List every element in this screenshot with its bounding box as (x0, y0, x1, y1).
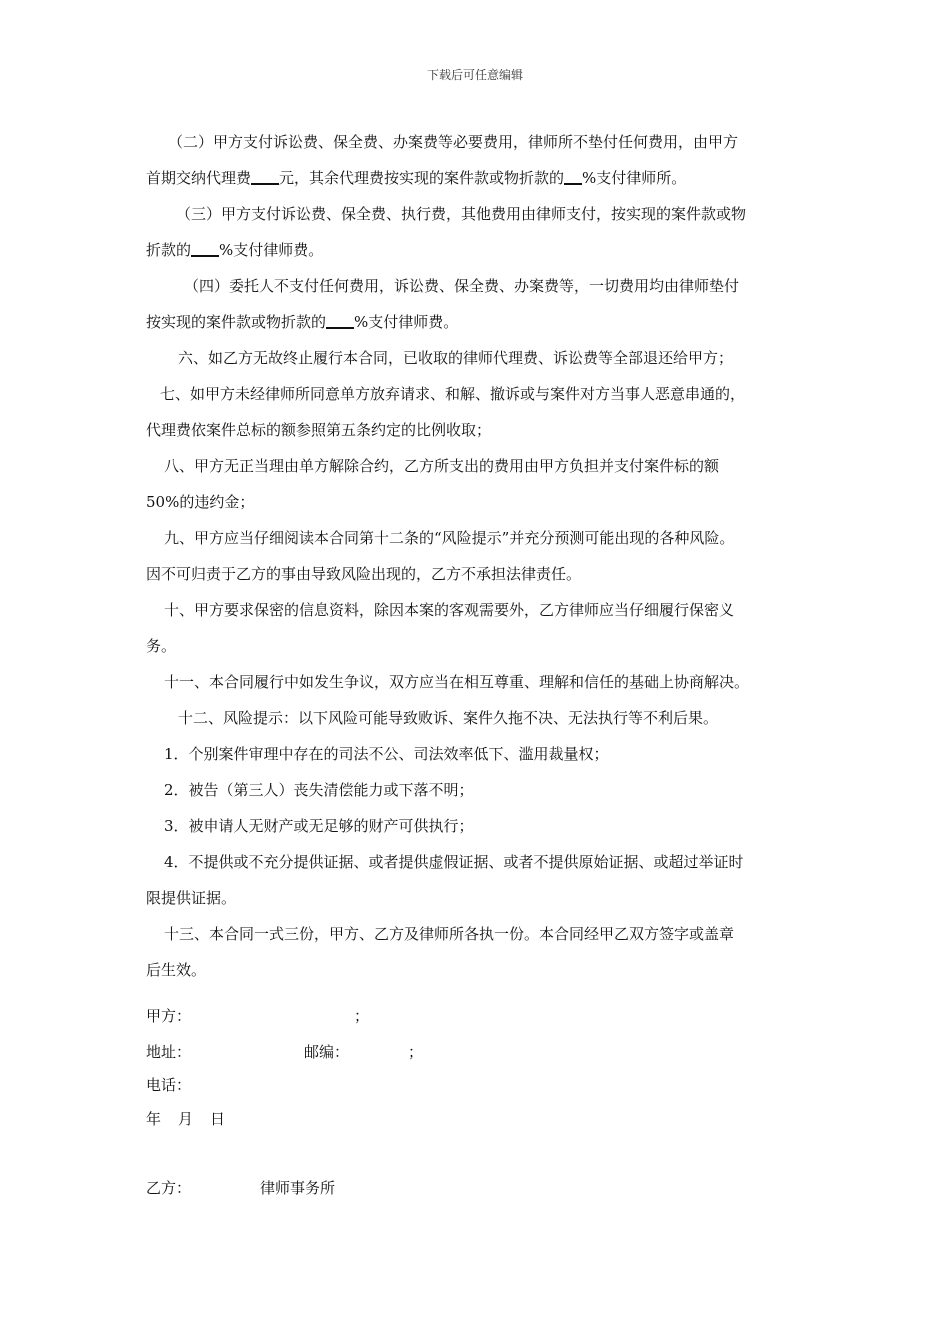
section-6: 六、如乙方无故终止履行本合同，已收取的律师代理费、诉讼费等全部退还给甲方； (178, 349, 734, 367)
phone-label: 电话： (146, 1076, 192, 1094)
blank-field[interactable] (564, 167, 582, 185)
party-b-label: 乙方： (146, 1179, 192, 1197)
date-month: 月 (178, 1110, 194, 1128)
clause-3-line-2 (146, 232, 812, 268)
risk-item-2: 2．被告（第三人）丧失清偿能力或下落不明； (164, 781, 474, 799)
section-9-line-2: 因不可归责于乙方的事由导致风险出现的，乙方不承担法律责任。 (146, 565, 582, 583)
blank-field[interactable] (191, 239, 219, 257)
page-header: 下载后可任意编辑 (426, 68, 523, 82)
section-7-line-1: 七、如甲方未经律师所同意单方放弃请求、和解、撤诉或与案件对方当事人恶意串通的， (160, 385, 746, 403)
date-day: 日 (210, 1110, 226, 1128)
semicolon: ； (408, 1043, 424, 1061)
text: 首期交纳代理费 (146, 169, 252, 187)
contract-body (146, 124, 812, 988)
text: 折款的 (146, 241, 192, 259)
risk-item-4-line-2: 限提供证据。 (146, 889, 237, 907)
blank-field[interactable] (251, 167, 279, 185)
section-7-line-2: 代理费依案件总标的额参照第五条约定的比例收取； (146, 421, 492, 439)
clause-3-line-1: （三）甲方支付诉讼费、保全费、执行费，其他费用由律师支付，按实现的案件款或物 (176, 205, 747, 223)
text: 元，其余代理费按实现的案件款或物折款的 (279, 169, 565, 187)
clause-2-line-1: （二）甲方支付诉讼费、保全费、办案费等必要费用，律师所不垫付任何费用，由甲方 (168, 133, 739, 151)
text: 按实现的案件款或物折款的 (146, 313, 327, 331)
section-8-line-2: 50%的违约金； (146, 493, 255, 511)
section-13-line-1: 十三、本合同一式三份，甲方、乙方及律师所各执一份。本合同经甲乙双方签字或盖章 (164, 925, 735, 943)
section-11: 十一、本合同履行中如发生争议，双方应当在相互尊重、理解和信任的基础上协商解决。 (164, 673, 750, 691)
text: %支付律师费。 (354, 313, 459, 331)
date-year: 年 (146, 1110, 162, 1128)
section-10-line-1: 十、甲方要求保密的信息资料，除因本案的客观需要外，乙方律师应当仔细履行保密义 (164, 601, 735, 619)
clause-4-line-2 (146, 304, 812, 340)
risk-item-4-line-1: 4．不提供或不充分提供证据、或者提供虚假证据、或者不提供原始证据、或超过举证时 (164, 853, 744, 871)
text: %支付律师费。 (219, 241, 324, 259)
section-9-line-1: 九、甲方应当仔细阅读本合同第十二条的“风险提示”并充分预测可能出现的各种风险。 (164, 529, 735, 547)
semicolon: ； (354, 1007, 370, 1025)
section-13-line-2: 后生效。 (146, 961, 207, 979)
section-8-line-1: 八、甲方无正当理由单方解除合约，乙方所支出的费用由甲方负担并支付案件标的额 (164, 457, 720, 475)
law-firm-label: 律师事务所 (260, 1179, 336, 1197)
party-a-label: 甲方： (146, 1007, 192, 1025)
section-12: 十二、风险提示：以下风险可能导致败诉、案件久拖不决、无法执行等不利后果。 (178, 709, 719, 727)
clause-4-line-1: （四）委托人不支付任何费用，诉讼费、保全费、办案费等，一切费用均由律师垫付 (184, 277, 740, 295)
risk-item-1: 1．个别案件审理中存在的司法不公、司法效率低下、滥用裁量权； (164, 745, 609, 763)
section-10-line-2: 务。 (146, 637, 177, 655)
blank-field[interactable] (326, 311, 354, 329)
address-label: 地址： (146, 1043, 192, 1061)
clause-2-line-2 (146, 160, 812, 196)
postcode-label: 邮编： (304, 1043, 350, 1061)
risk-item-3: 3．被申请人无财产或无足够的财产可供执行； (164, 817, 474, 835)
text: %支付律师所。 (582, 169, 687, 187)
